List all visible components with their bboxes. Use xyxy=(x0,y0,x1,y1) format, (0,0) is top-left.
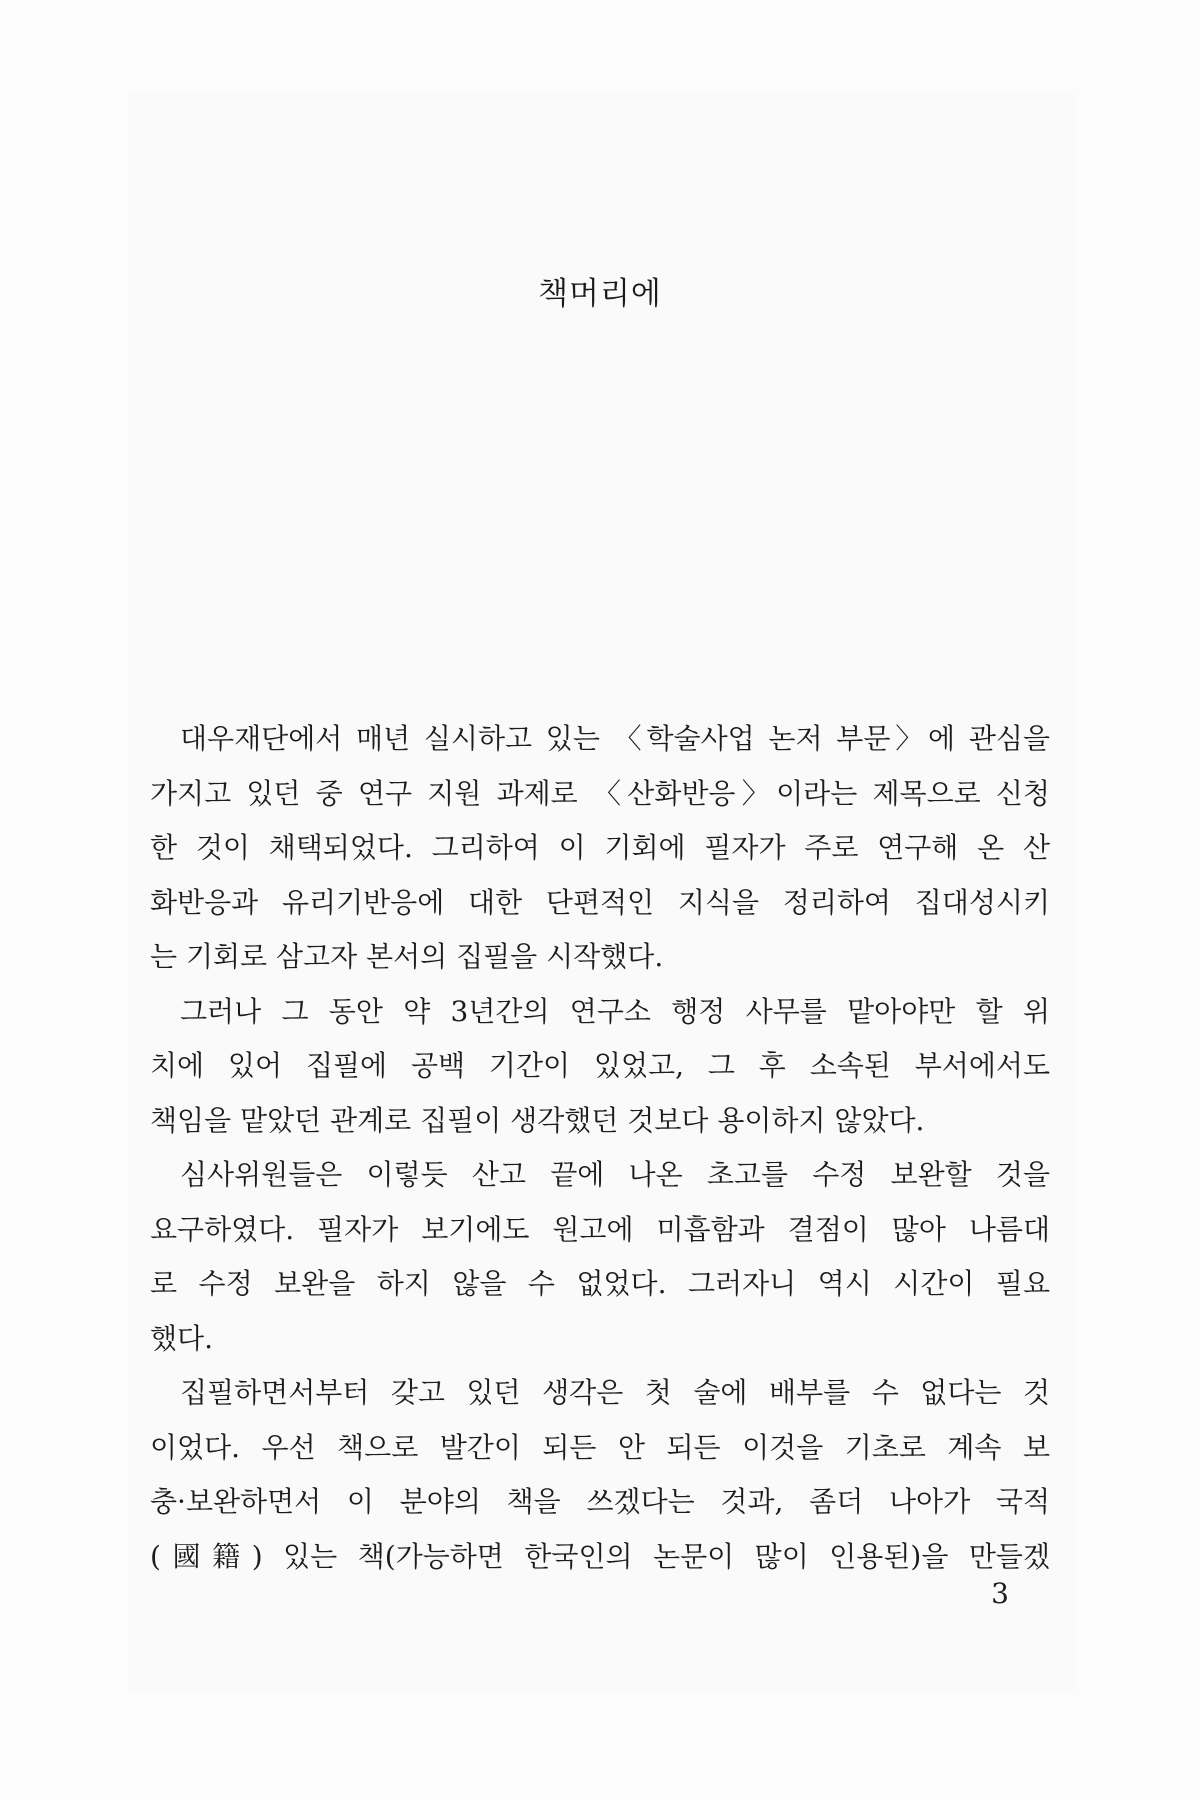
text-line: 그러나 그 동안 약 3년간의 연구소 행정 사무를 맡아야만 할 위 xyxy=(180,994,1050,1028)
text-line: 했다. xyxy=(150,1321,213,1355)
page-title: 책머리에 xyxy=(538,276,662,312)
text-line: 책임을 맡았던 관계로 집필이 생각했던 것보다 용이하지 않았다. xyxy=(150,1103,925,1137)
text-line: 가지고 있던 중 연구 지원 과제로 〈산화반응〉이라는 제목으로 신청 xyxy=(150,776,1050,810)
text-line: 심사위원들은 이렇듯 산고 끝에 나온 초고를 수정 보완할 것을 xyxy=(180,1158,1050,1191)
text-line: 집필하면서부터 갖고 있던 생각은 첫 술에 배부를 수 없다는 것 xyxy=(180,1376,1050,1409)
text-line: 요구하였다. 필자가 보기에도 원고에 미흡함과 결점이 많아 나름대 xyxy=(150,1212,1050,1246)
page-number: 3 xyxy=(991,1577,1009,1610)
text-line: 충·보완하면서 이 분야의 책을 쓰겠다는 것과, 좀더 나아가 국적 xyxy=(150,1485,1050,1518)
text-line: 화반응과 유리기반응에 대한 단편적인 지식을 정리하여 집대성시키 xyxy=(150,885,1050,919)
text-line: 로 수정 보완을 하지 않을 수 없었다. 그러자니 역시 시간이 필요 xyxy=(150,1267,1050,1300)
text-line: 한 것이 채택되었다. 그리하여 이 기회에 필자가 주로 연구해 온 산 xyxy=(150,831,1050,864)
preface-body xyxy=(150,712,1050,1584)
text-line: 치에 있어 집필에 공백 기간이 있었고, 그 후 소속된 부서에서도 xyxy=(150,1049,1050,1082)
text-line: 는 기회로 삼고자 본서의 집필을 시작했다. xyxy=(150,940,664,973)
text-line: 대우재단에서 매년 실시하고 있는 〈학술사업 논저 부문〉에 관심을 xyxy=(180,722,1050,755)
text-line: (國籍) 있는 책(가능하면 한국인의 논문이 많이 인용된)을 만들겠 xyxy=(150,1539,1050,1573)
text-line: 이었다. 우선 책으로 발간이 되든 안 되든 이것을 기초로 계속 보 xyxy=(150,1430,1050,1464)
